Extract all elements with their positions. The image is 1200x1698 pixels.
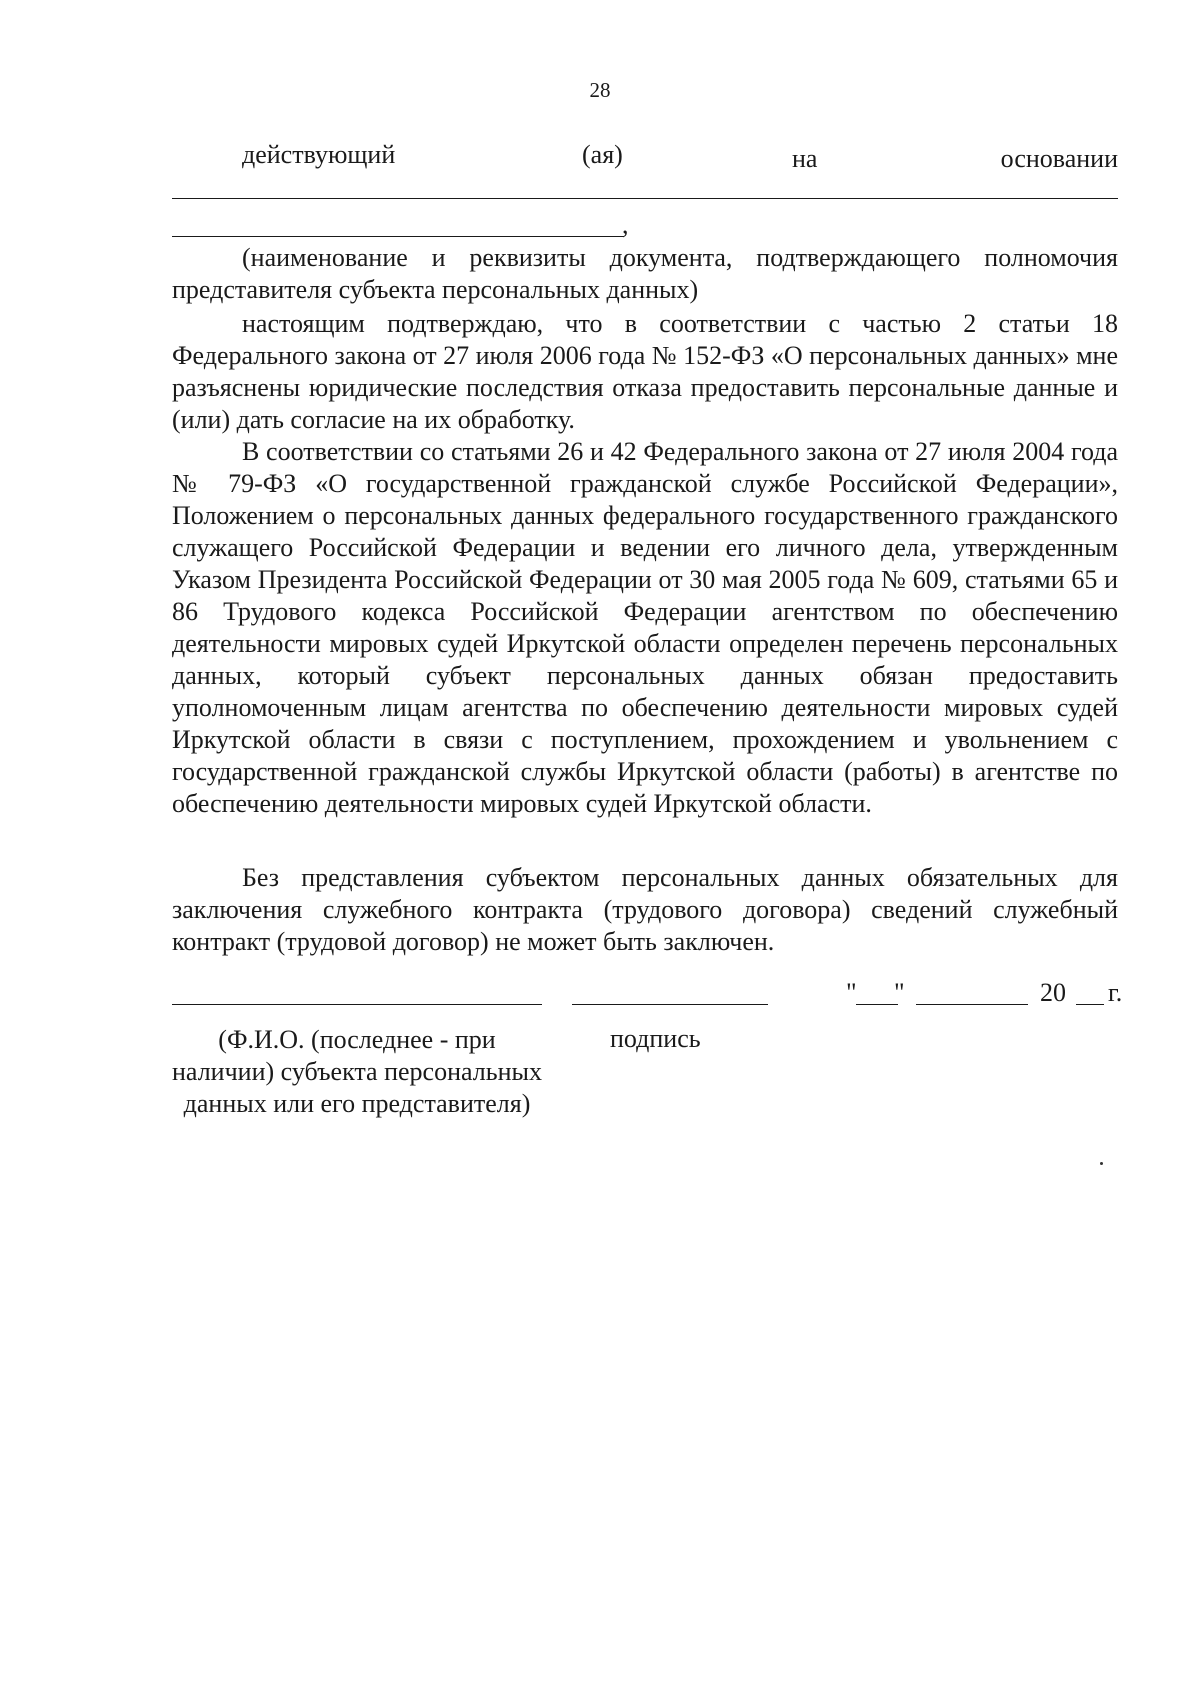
paragraph-consequences: Без представления субъектом персональных данных обязательных для заключения служебного контракта (трудового договора) сведений служебный контракт (трудовой договор) не может быть заключен. (172, 863, 1118, 956)
paragraph-legal-basis: В соответствии со статьями 26 и 42 Федерального закона от 27 июля 2004 года № 79-ФЗ «О государственной гражданской службе Российской Федерации», Положением о персональных данных федерального государственного гражданского служащего Российской Федерации и ведении его личного дела, утвержденным Указом Президента Российской Федерации от 30 мая 2005 года № 609, статьями 65 и 86 Трудового кодекса Российской Федерации агентством по обеспечению деятельности мировых судей Иркутской области определен перечень персональных данных, который субъект персональных данных обязан предоставить уполномоченным лицам агентства по обеспечению деятельности мировых судей Иркутской области в связи с поступлением, прохождением и увольнением с государственной гражданской службы Иркутской области (работы) в агентстве по обеспечению деятельности мировых судей Иркутской области. (172, 437, 1118, 818)
year-suffix: г. (1108, 978, 1123, 1007)
document-requisites-caption: (наименование и реквизиты документа, подтверждающего полномочия представителя субъекта персональных данных) (172, 243, 1118, 304)
basis-fill-line (172, 198, 1118, 199)
basis-fill-line-2 (172, 236, 624, 237)
basis-word: основании (1000, 144, 1118, 173)
year-prefix: 20 (1040, 978, 1066, 1007)
page-number: 28 (589, 78, 611, 102)
date-line (830, 978, 1123, 1010)
sign-caption: подпись (610, 1024, 701, 1053)
sign-line (572, 1004, 768, 1005)
gender-suffix: (ая) (582, 140, 623, 169)
month-fill-line (916, 1004, 1028, 1005)
on-word: на (792, 144, 818, 173)
quote-open: " (846, 978, 857, 1007)
day-fill-line (856, 1004, 898, 1005)
scan-speck (1100, 1162, 1103, 1165)
acting-on-basis-line (172, 140, 1118, 180)
quote-close: " (894, 978, 905, 1007)
fio-signature-line (172, 1004, 542, 1005)
fio-caption: (Ф.И.О. (последнее - при наличии) субъекта персональных данных или его представителя) (172, 1025, 542, 1118)
comma: , (622, 210, 629, 239)
acting-word: действующий (242, 140, 396, 169)
year-fill-line (1076, 1004, 1104, 1005)
paragraph-confirmation: настоящим подтверждаю, что в соответствии с частью 2 статьи 18 Федерального закона от 27 июля 2006 года № 152-ФЗ «О персональных данных» мне разъяснены юридические последствия отказа предоставить персональные данные и (или) дать согласие на их обработку. (172, 309, 1118, 434)
